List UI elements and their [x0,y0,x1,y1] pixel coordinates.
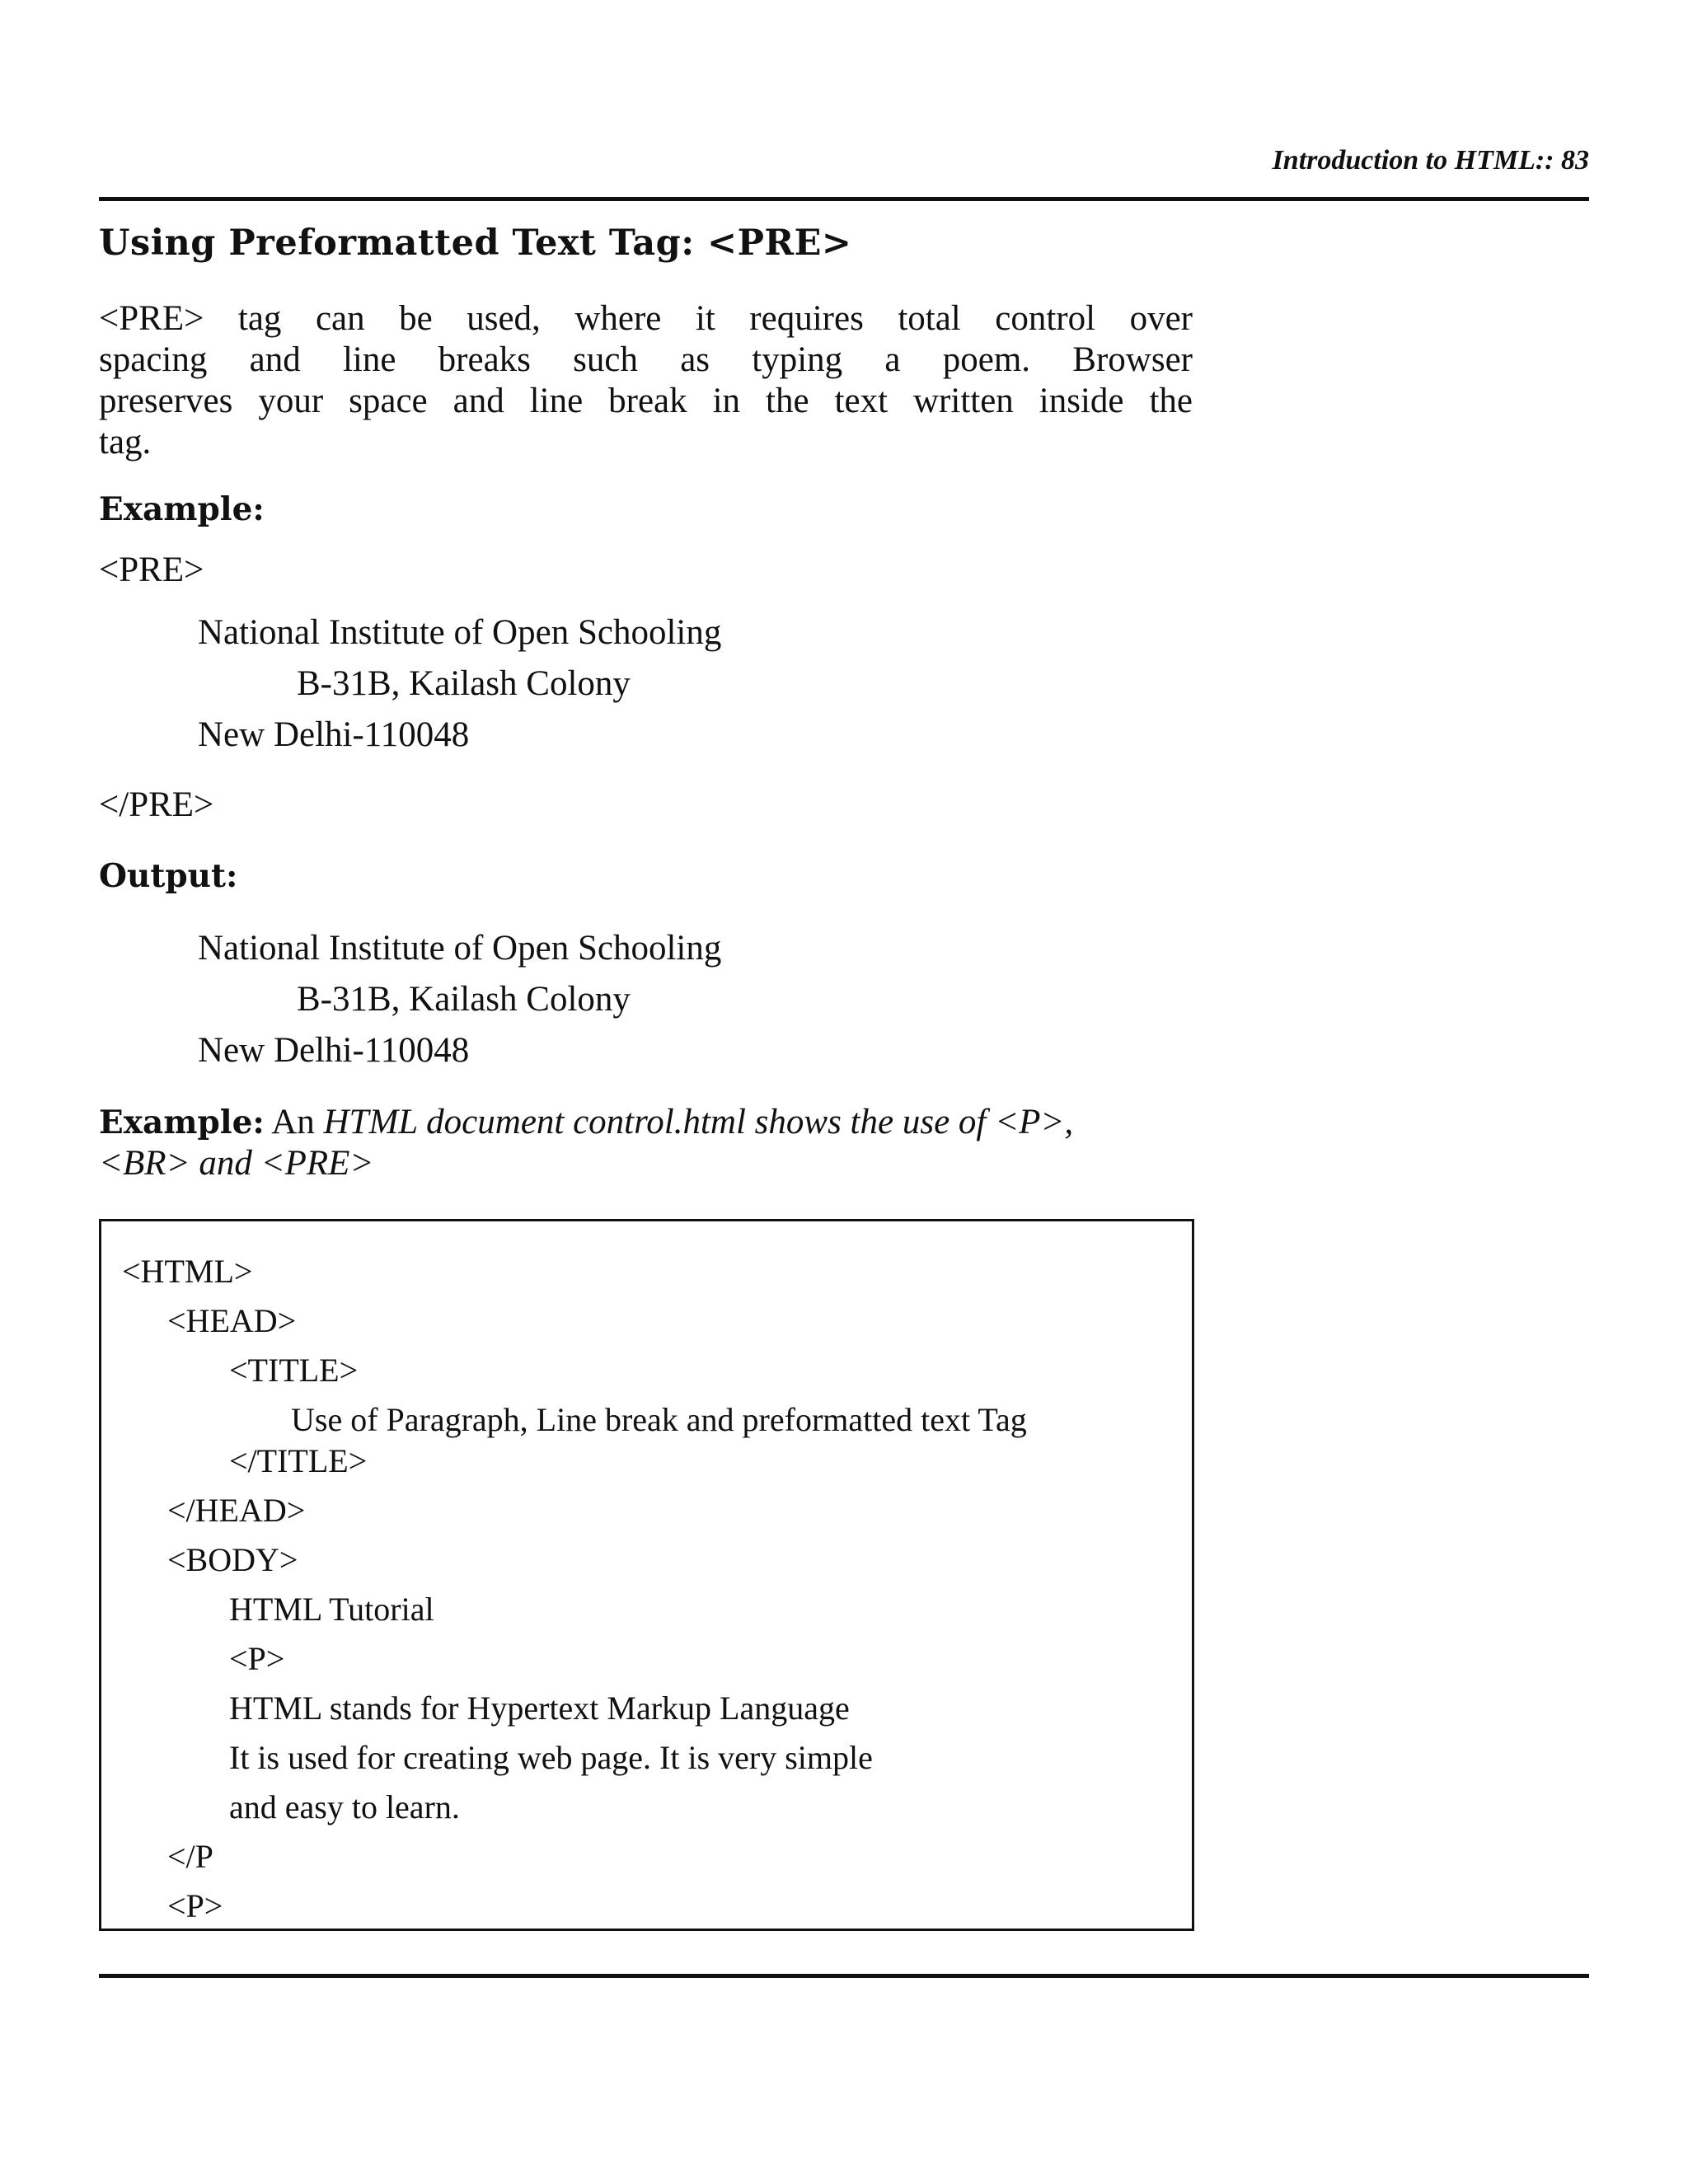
intro-line: tag. [99,423,152,462]
pre-close-tag: </PRE> [99,785,214,824]
running-header: Introduction to HTML:: 83 [1272,145,1589,176]
example-caption-plain: An [264,1103,324,1141]
pre-line: New Delhi-110048 [198,715,470,754]
code-listing-box [99,1219,1194,1931]
code-line: <HEAD> [167,1302,297,1339]
footer-rule [99,1974,1589,1978]
code-line: Use of Paragraph, Line break and preformatted text Tag [291,1401,1027,1438]
example-label: Example: [99,1104,265,1141]
code-line: </TITLE> [229,1442,368,1479]
intro-line: <PRE> tag can be used, where it requires total control over [99,299,1193,338]
pre-open-tag: <PRE> [99,551,204,589]
output-line: B-31B, Kailash Colony [297,980,631,1019]
code-line: HTML Tutorial [229,1591,434,1628]
code-line: </P [167,1838,213,1875]
section-title: Using Preformatted Text Tag: <PRE> [99,223,852,264]
output-line: New Delhi-110048 [198,1031,470,1070]
intro-line: preserves your space and line break in the text written inside the [99,382,1193,420]
example-label: Example: [99,490,265,528]
code-line: and easy to learn. [229,1788,460,1825]
intro-line: spacing and line breaks such as typing a poem. Browser [99,340,1193,379]
example-caption [99,1102,1073,1142]
code-line: <BODY> [167,1541,298,1578]
output-line: National Institute of Open Schooling [198,929,722,968]
code-line: <TITLE> [229,1352,359,1389]
example-caption-italic: HTML document control.html shows the use of <P>, [323,1103,1074,1141]
header-rule [99,197,1589,201]
code-line: <P> [167,1887,223,1924]
code-line: <HTML> [122,1253,253,1290]
output-label: Output: [99,857,238,895]
code-line: HTML stands for Hypertext Markup Language [229,1690,850,1727]
code-line: It is used for creating web page. It is very simple [229,1739,873,1776]
example-caption-line2: <BR> and <PRE> [99,1144,374,1183]
pre-line: National Institute of Open Schooling [198,613,722,652]
code-line: </HEAD> [167,1492,306,1529]
pre-line: B-31B, Kailash Colony [297,664,631,703]
code-line: <P> [229,1640,285,1677]
